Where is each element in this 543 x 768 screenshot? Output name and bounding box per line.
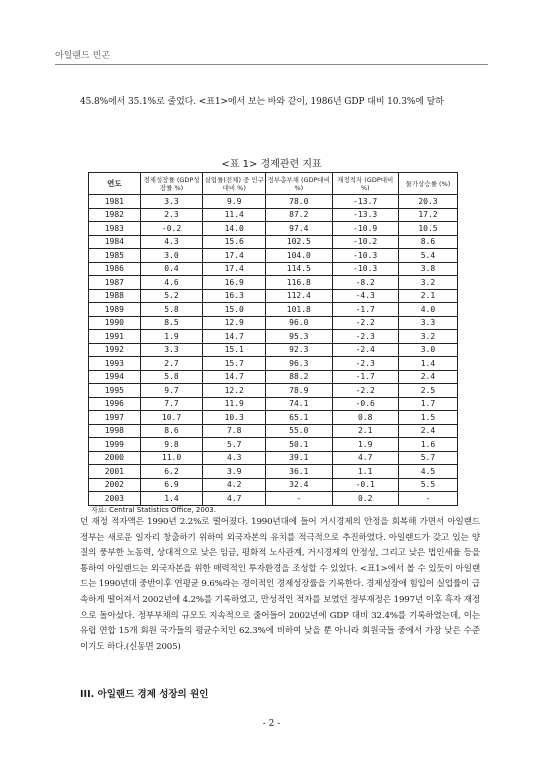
- cell-govt-debt: 102.5: [266, 235, 332, 249]
- cell-govt-debt: 116.8: [266, 276, 332, 290]
- table-row: [89, 343, 458, 357]
- cell-gdp-growth: 9.8: [140, 438, 203, 452]
- cell-unemployment: 12.9: [203, 316, 266, 330]
- col-header-govt-debt: 정부총부채 (GDP대비 %): [266, 173, 332, 195]
- cell-fiscal-deficit: -2.2: [332, 316, 398, 330]
- cell-gdp-growth: 2.3: [140, 208, 203, 222]
- cell-fiscal-deficit: -1.7: [332, 303, 398, 317]
- cell-year: 2002: [89, 478, 141, 492]
- table-row: [89, 195, 458, 209]
- cell-govt-debt: -: [266, 492, 332, 506]
- cell-unemployment: 4.2: [203, 478, 266, 492]
- cell-gdp-growth: 9.7: [140, 384, 203, 398]
- cell-unemployment: 4.3: [203, 451, 266, 465]
- cell-gdp-growth: 3.3: [140, 343, 203, 357]
- cell-inflation: 2.4: [398, 370, 457, 384]
- cell-govt-debt: 74.1: [266, 397, 332, 411]
- cell-unemployment: 16.3: [203, 289, 266, 303]
- cell-inflation: 3.3: [398, 316, 457, 330]
- cell-year: 1985: [89, 249, 141, 263]
- cell-gdp-growth: 10.7: [140, 411, 203, 425]
- cell-year: 1994: [89, 370, 141, 384]
- cell-fiscal-deficit: -2.2: [332, 384, 398, 398]
- table-header-row: [89, 173, 458, 195]
- cell-govt-debt: 50.1: [266, 438, 332, 452]
- cell-fiscal-deficit: -0.1: [332, 478, 398, 492]
- cell-inflation: 5.5: [398, 478, 457, 492]
- cell-unemployment: 15.7: [203, 357, 266, 371]
- cell-inflation: 8.6: [398, 235, 457, 249]
- cell-unemployment: 7.8: [203, 424, 266, 438]
- cell-govt-debt: 114.5: [266, 262, 332, 276]
- cell-govt-debt: 92.3: [266, 343, 332, 357]
- table-row: [89, 262, 458, 276]
- cell-fiscal-deficit: -10.9: [332, 222, 398, 236]
- header-rule: [55, 64, 488, 65]
- table-row: [89, 289, 458, 303]
- cell-fiscal-deficit: 4.7: [332, 451, 398, 465]
- cell-year: 1991: [89, 330, 141, 344]
- col-header-inflation: 물가상승률 (%): [398, 173, 457, 195]
- cell-govt-debt: 36.1: [266, 465, 332, 479]
- cell-gdp-growth: 5.8: [140, 370, 203, 384]
- cell-govt-debt: 78.0: [266, 195, 332, 209]
- cell-year: 1995: [89, 384, 141, 398]
- cell-govt-debt: 96.3: [266, 357, 332, 371]
- cell-inflation: 17.2: [398, 208, 457, 222]
- cell-fiscal-deficit: 1.1: [332, 465, 398, 479]
- col-header-year: 연도: [89, 173, 141, 195]
- table-row: [89, 330, 458, 344]
- cell-gdp-growth: 0.4: [140, 262, 203, 276]
- cell-inflation: 4.0: [398, 303, 457, 317]
- cell-unemployment: 5.7: [203, 438, 266, 452]
- table-row: [89, 492, 458, 506]
- cell-fiscal-deficit: -10.3: [332, 249, 398, 263]
- cell-gdp-growth: 5.2: [140, 289, 203, 303]
- table-row: [89, 222, 458, 236]
- cell-gdp-growth: 8.6: [140, 424, 203, 438]
- table-row: [89, 384, 458, 398]
- cell-year: 2000: [89, 451, 141, 465]
- cell-inflation: 1.6: [398, 438, 457, 452]
- cell-unemployment: 16.9: [203, 276, 266, 290]
- cell-year: 2001: [89, 465, 141, 479]
- cell-fiscal-deficit: 1.9: [332, 438, 398, 452]
- cell-govt-debt: 95.3: [266, 330, 332, 344]
- cell-gdp-growth: 3.0: [140, 249, 203, 263]
- cell-govt-debt: 65.1: [266, 411, 332, 425]
- table-row: [89, 208, 458, 222]
- cell-inflation: 2.4: [398, 424, 457, 438]
- cell-unemployment: 14.0: [203, 222, 266, 236]
- cell-year: 1998: [89, 424, 141, 438]
- table-source: 자료: Central Statistics Office, 2003.: [91, 506, 216, 514]
- cell-year: 1996: [89, 397, 141, 411]
- body-paragraph: 던 재정 적자액은 1990년 2.2%로 떨어졌다. 1990년대에 들어 거시경제의 안정을 회복해 가면서 아일랜드 정부는 새로운 일자리 창출하기 위하여 외국자본의 유치를 적극적으로 추진하였다. 아일랜드가 갖고 있는 양질의 풍부한 노동력, 상대적으로 낮은 임금, 평화적 노사관계, 거시경제의 안정성, 그리고 낮은 법인세율 등을 통하여 아일랜드는 외국자본을 위한 매력적인 투자환경을 조성할 수 있었다. <표1>에서 볼 수 있듯이 아일랜드는 1990년대 중반이후 연평균 9.6%라는 경이적인 경제성장률을 기록한다. 경제성장에 힘입어 실업률이 급속하게 떨어져서 2002년에 4.2%를 기록하였고, 만성적인 적자를 보였던 정부재정은 1997년 이후 흑자 재정으로 돌아섰다. 정부부채의 규모도 지속적으로 줄어들어 2002년에 GDP 대비 32.4%를 기록하였는데, 이는 유럽 연합 15개 회원 국가들의 평균수치인 62.3%에 비하여 낮을 뿐 아니라 회원국들 중에서 가장 낮은 수준이기도 하다.(신동면 2005): [80, 517, 480, 652]
- table-row: [89, 465, 458, 479]
- cell-unemployment: 15.0: [203, 303, 266, 317]
- cell-fiscal-deficit: 0.8: [332, 411, 398, 425]
- cell-govt-debt: 55.0: [266, 424, 332, 438]
- cell-gdp-growth: 3.3: [140, 195, 203, 209]
- cell-year: 1997: [89, 411, 141, 425]
- cell-govt-debt: 104.0: [266, 249, 332, 263]
- cell-year: 1992: [89, 343, 141, 357]
- cell-year: 1983: [89, 222, 141, 236]
- cell-gdp-growth: 6.2: [140, 465, 203, 479]
- section-heading: III. 아일랜드 경제 성장의 원인: [80, 689, 209, 700]
- col-header-gdp-growth: 경제성장률 (GDP성장률 %): [140, 173, 203, 195]
- cell-unemployment: 14.7: [203, 370, 266, 384]
- cell-govt-debt: 96.0: [266, 316, 332, 330]
- table-title: <표 1> 경제관련 지표: [221, 159, 322, 170]
- cell-fiscal-deficit: -10.3: [332, 262, 398, 276]
- cell-gdp-growth: 7.7: [140, 397, 203, 411]
- cell-fiscal-deficit: -1.7: [332, 370, 398, 384]
- table-body: [89, 195, 458, 506]
- table-row: [89, 370, 458, 384]
- table-row: [89, 316, 458, 330]
- cell-unemployment: 3.9: [203, 465, 266, 479]
- cell-govt-debt: 78.9: [266, 384, 332, 398]
- table-row: [89, 397, 458, 411]
- cell-year: 1990: [89, 316, 141, 330]
- table-row: [89, 276, 458, 290]
- cell-gdp-growth: 11.0: [140, 451, 203, 465]
- cell-gdp-growth: 5.8: [140, 303, 203, 317]
- cell-gdp-growth: 4.6: [140, 276, 203, 290]
- cell-unemployment: 11.9: [203, 397, 266, 411]
- table-row: [89, 451, 458, 465]
- cell-year: 1987: [89, 276, 141, 290]
- cell-unemployment: 4.7: [203, 492, 266, 506]
- cell-gdp-growth: 2.7: [140, 357, 203, 371]
- cell-unemployment: 17.4: [203, 249, 266, 263]
- table-row: [89, 411, 458, 425]
- cell-inflation: 5.7: [398, 451, 457, 465]
- cell-unemployment: 17.4: [203, 262, 266, 276]
- cell-inflation: 20.3: [398, 195, 457, 209]
- top-line-text: 45.8%에서 35.1%로 줄었다. <표1>에서 보는 바와 같이, 1986년 GDP 대비 10.3%에 달하: [80, 97, 444, 107]
- cell-govt-debt: 97.4: [266, 222, 332, 236]
- cell-fiscal-deficit: -0.6: [332, 397, 398, 411]
- cell-gdp-growth: 8.5: [140, 316, 203, 330]
- table-row: [89, 249, 458, 263]
- table-row: [89, 424, 458, 438]
- cell-inflation: 2.5: [398, 384, 457, 398]
- cell-govt-debt: 39.1: [266, 451, 332, 465]
- cell-gdp-growth: 4.3: [140, 235, 203, 249]
- page-number: - 2 -: [262, 719, 281, 729]
- cell-unemployment: 15.6: [203, 235, 266, 249]
- table-row: [89, 235, 458, 249]
- cell-inflation: 1.4: [398, 357, 457, 371]
- cell-gdp-growth: 1.4: [140, 492, 203, 506]
- cell-inflation: 4.5: [398, 465, 457, 479]
- cell-fiscal-deficit: -4.3: [332, 289, 398, 303]
- cell-fiscal-deficit: -13.7: [332, 195, 398, 209]
- cell-govt-debt: 88.2: [266, 370, 332, 384]
- cell-inflation: 3.0: [398, 343, 457, 357]
- cell-fiscal-deficit: -8.2: [332, 276, 398, 290]
- cell-unemployment: 12.2: [203, 384, 266, 398]
- cell-gdp-growth: -0.2: [140, 222, 203, 236]
- cell-gdp-growth: 1.9: [140, 330, 203, 344]
- cell-year: 1986: [89, 262, 141, 276]
- cell-govt-debt: 101.8: [266, 303, 332, 317]
- cell-year: 1984: [89, 235, 141, 249]
- cell-unemployment: 9.9: [203, 195, 266, 209]
- cell-unemployment: 11.4: [203, 208, 266, 222]
- col-header-unemployment: 실업률(전체) 중 인구대비 %): [203, 173, 266, 195]
- cell-year: 1988: [89, 289, 141, 303]
- cell-year: 2003: [89, 492, 141, 506]
- cell-unemployment: 14.7: [203, 330, 266, 344]
- table-row: [89, 478, 458, 492]
- economic-indicators-table: [88, 172, 458, 506]
- cell-year: 1989: [89, 303, 141, 317]
- cell-unemployment: 15.1: [203, 343, 266, 357]
- table-row: [89, 303, 458, 317]
- cell-inflation: 3.2: [398, 276, 457, 290]
- body-text: [80, 515, 480, 655]
- cell-inflation: 3.8: [398, 262, 457, 276]
- cell-unemployment: 10.3: [203, 411, 266, 425]
- cell-fiscal-deficit: -13.3: [332, 208, 398, 222]
- page-header: 아일랜드 빈곤: [55, 51, 111, 61]
- table-row: [89, 357, 458, 371]
- cell-inflation: 2.1: [398, 289, 457, 303]
- cell-govt-debt: 87.2: [266, 208, 332, 222]
- cell-year: 1982: [89, 208, 141, 222]
- cell-fiscal-deficit: 0.2: [332, 492, 398, 506]
- cell-fiscal-deficit: -2.3: [332, 357, 398, 371]
- cell-fiscal-deficit: -10.2: [332, 235, 398, 249]
- cell-govt-debt: 112.4: [266, 289, 332, 303]
- cell-inflation: 10.5: [398, 222, 457, 236]
- cell-inflation: 5.4: [398, 249, 457, 263]
- cell-fiscal-deficit: -2.3: [332, 330, 398, 344]
- cell-year: 1993: [89, 357, 141, 371]
- cell-inflation: 1.7: [398, 397, 457, 411]
- cell-gdp-growth: 6.9: [140, 478, 203, 492]
- cell-year: 1981: [89, 195, 141, 209]
- cell-inflation: 1.5: [398, 411, 457, 425]
- cell-fiscal-deficit: 2.1: [332, 424, 398, 438]
- cell-inflation: 3.2: [398, 330, 457, 344]
- cell-fiscal-deficit: -2.4: [332, 343, 398, 357]
- cell-inflation: -: [398, 492, 457, 506]
- cell-govt-debt: 32.4: [266, 478, 332, 492]
- table-row: [89, 438, 458, 452]
- col-header-fiscal-deficit: 재정적자 (GDP대비 %): [332, 173, 398, 195]
- cell-year: 1999: [89, 438, 141, 452]
